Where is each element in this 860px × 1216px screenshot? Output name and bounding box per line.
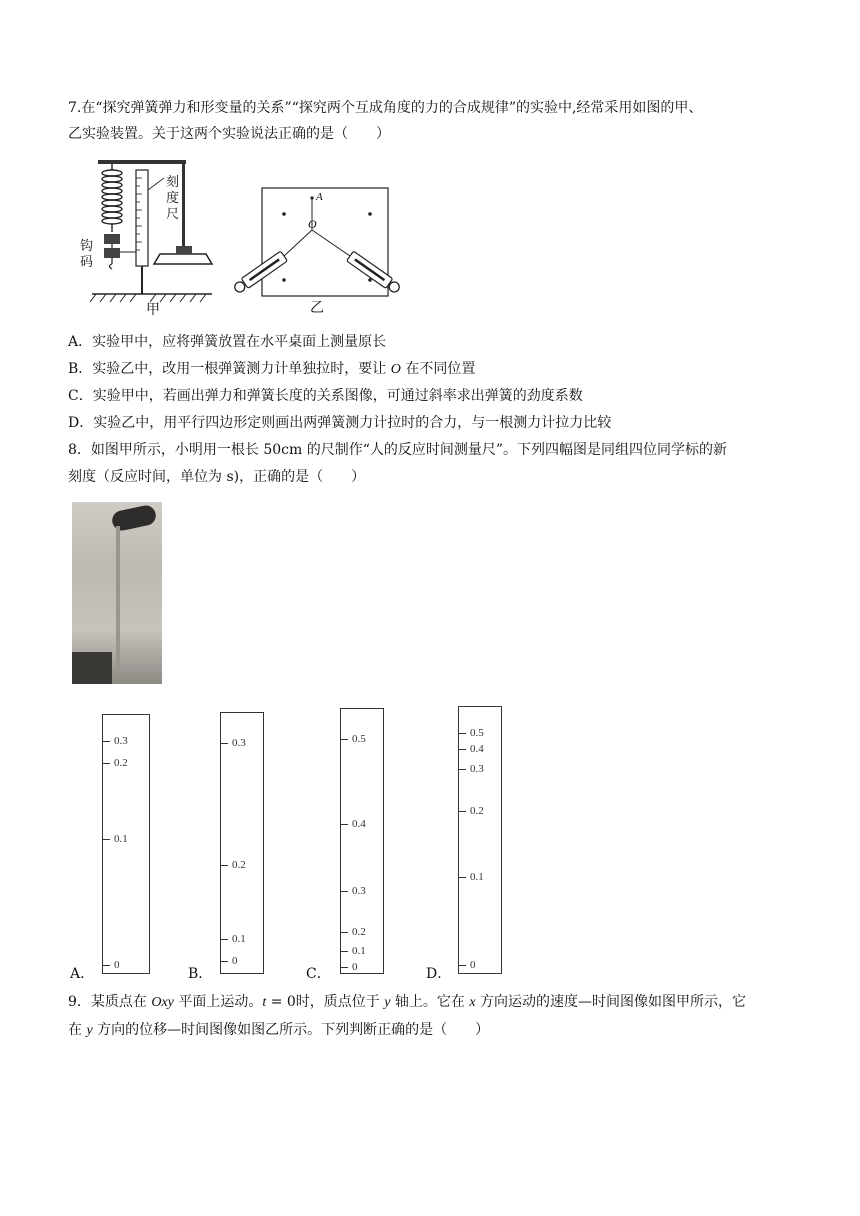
ruler-tick-label: 0.3 <box>470 763 484 775</box>
jia-caption: 甲 <box>146 303 160 316</box>
yi-caption: 乙 <box>310 301 324 316</box>
point-A-label: A <box>316 191 323 203</box>
ruler-tick <box>220 961 228 962</box>
option-d-label: D． <box>426 966 452 982</box>
ruler-tick <box>458 769 466 770</box>
q7-stem-line2: 乙实验装置。关于这两个实验说法正确的是（ ） <box>68 126 390 142</box>
q9-stem-line1: 9．某质点在 Oxy 平面上运动。t = 0时，质点位于 y 轴上。它在 x 方向运动的速度—时间图像如图甲所示，它 <box>68 994 747 1010</box>
q7-option-c: C．实验甲中，若画出弹力和弹簧长度的关系图像，可通过斜率求出弹簧的劲度系数 <box>68 388 583 404</box>
ruler-tick-label: 0.5 <box>470 727 484 739</box>
ruler-tick <box>340 739 348 740</box>
option-c-label: C． <box>306 966 331 982</box>
ruler-tick <box>458 749 466 750</box>
q7-stem-line1: 7.在“探究弹簧弹力和形变量的关系”“探究两个互成角度的力的合成规律”的实验中,经常采用如图的甲、 <box>68 100 703 116</box>
weight-label-char1: 钩 <box>80 238 94 253</box>
q8-ruler-photo <box>72 502 162 684</box>
ruler-tick <box>220 939 228 940</box>
ruler-tick <box>340 891 348 892</box>
ruler-tick <box>458 965 466 966</box>
ruler-tick-label: 0 <box>232 955 238 967</box>
q7-option-d: D．实验乙中，用平行四边形定则画出两弹簧测力计拉时的合力，与一根测力计拉力比较 <box>68 415 612 431</box>
option-b-label: B． <box>188 966 213 982</box>
ruler-tick-label: 0.4 <box>352 818 366 830</box>
ruler-tick-label: 0.3 <box>114 735 128 747</box>
ruler-tick-label: 0 <box>470 959 476 971</box>
ruler-tick-label: 0.3 <box>352 885 366 897</box>
ruler-tick <box>102 763 110 764</box>
ruler-tick <box>102 965 110 966</box>
ruler-tick-label: 0.1 <box>232 933 246 945</box>
ruler-tick <box>102 839 110 840</box>
q7-figure-yi <box>228 184 404 318</box>
ruler-tick-label: 0.4 <box>470 743 484 755</box>
ruler-tick-label: 0.2 <box>352 926 366 938</box>
option-a-label: A． <box>70 966 95 982</box>
ruler-tick-label: 0.1 <box>114 833 128 845</box>
ruler-tick-label: 0.3 <box>232 737 246 749</box>
ruler-tick-label: 0 <box>114 959 120 971</box>
q7-option-b: B．实验乙中，改用一根弹簧测力计单独拉时，要让 O 在不同位置 <box>68 361 476 377</box>
ruler-tick <box>458 877 466 878</box>
ruler-option-b <box>220 712 264 974</box>
q9-stem-line2: 在 y 方向的位移—时间图像如图乙所示。下列判断正确的是（ ） <box>68 1022 490 1038</box>
ruler-tick-label: 0.5 <box>352 733 366 745</box>
q8-stem-line1: 8．如图甲所示，小明用一根长 50cm 的尺制作“人的反应时间测量尺”。下列四幅图是同组四位同学标的新 <box>68 442 728 458</box>
ruler-option-c <box>340 708 384 974</box>
ruler-tick-label: 0.1 <box>352 945 366 957</box>
point-O-label: O <box>308 217 317 231</box>
ruler-tick <box>340 824 348 825</box>
ruler-tick <box>458 811 466 812</box>
ruler-label-char1: 刻 <box>166 174 180 189</box>
ruler-tick <box>220 865 228 866</box>
ruler-option-a <box>102 714 150 974</box>
q7-figure-jia <box>78 156 218 316</box>
ruler-tick <box>102 741 110 742</box>
ruler-tick-label: 0.1 <box>470 871 484 883</box>
weight-label-char2: 码 <box>80 254 94 269</box>
ruler-label-char3: 尺 <box>166 206 180 221</box>
ruler-tick-label: 0.2 <box>114 757 128 769</box>
ruler-label-char2: 度 <box>166 190 180 205</box>
ruler-option-d <box>458 706 502 974</box>
ruler-tick <box>458 733 466 734</box>
ruler-tick <box>340 967 348 968</box>
ruler-tick-label: 0.2 <box>470 805 484 817</box>
ruler-tick <box>220 743 228 744</box>
q7-option-a: A．实验甲中，应将弹簧放置在水平桌面上测量原长 <box>68 334 387 350</box>
q8-stem-line2: 刻度（反应时间，单位为 s)，正确的是（ ） <box>68 469 366 485</box>
ruler-tick <box>340 951 348 952</box>
ruler-tick-label: 0 <box>352 961 358 973</box>
ruler-tick <box>340 932 348 933</box>
ruler-tick-label: 0.2 <box>232 859 246 871</box>
